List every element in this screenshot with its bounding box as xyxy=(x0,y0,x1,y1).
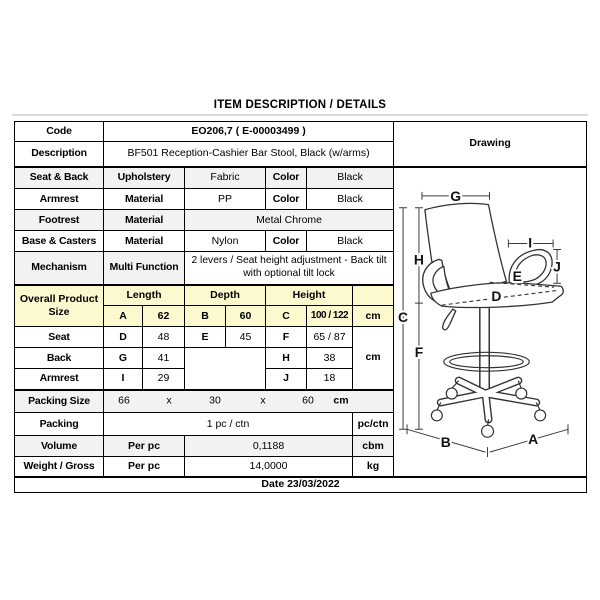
back-key-g: G xyxy=(104,348,143,369)
height-header: Height xyxy=(266,285,353,306)
title-underline xyxy=(12,114,588,116)
seat-value-f: 65 / 87 xyxy=(307,327,353,348)
packing-label: Packing xyxy=(15,413,104,436)
table-row xyxy=(15,477,587,493)
packing-size-value xyxy=(104,390,394,413)
overall-value-a: 62 xyxy=(143,306,185,327)
dim-label-G: G xyxy=(450,187,462,204)
back-key-h: H xyxy=(266,348,307,369)
armrest-key-i: I xyxy=(104,369,143,390)
packing-size-depth: 30 xyxy=(209,394,221,407)
overall-unit: cm xyxy=(353,306,394,327)
armrest-dim-label: Armrest xyxy=(15,369,104,390)
seat-dim-label: Seat xyxy=(15,327,104,348)
packing-size-unit: cm xyxy=(333,394,349,407)
seat-back-value: Fabric xyxy=(185,167,266,189)
dim-label-A: A xyxy=(528,430,539,447)
base-casters-label: Base & Casters xyxy=(15,231,104,252)
volume-value: 0,1188 xyxy=(185,436,353,457)
dim-line-H-F xyxy=(415,207,423,429)
back-value-g: 41 xyxy=(143,348,185,369)
armrest-color-label: Color xyxy=(266,189,307,210)
base-casters-color-label: Color xyxy=(266,231,307,252)
table-row xyxy=(15,122,587,142)
overall-value-b: 60 xyxy=(226,306,266,327)
base-casters-attr: Material xyxy=(104,231,185,252)
dim-label-I: I xyxy=(528,233,533,250)
mechanism-label: Mechanism xyxy=(15,252,104,285)
weight-unit: kg xyxy=(353,457,394,477)
seat-back-color-label: Color xyxy=(266,167,307,189)
length-header: Length xyxy=(104,285,185,306)
packing-size-x2: x xyxy=(260,394,266,407)
body-dims-unit: cm xyxy=(353,327,394,390)
back-value-h: 38 xyxy=(307,348,353,369)
empty-cell xyxy=(353,285,394,306)
dim-label-C: C xyxy=(398,308,409,325)
packing-size-x1: x xyxy=(166,394,172,407)
date-stamp: Date 23/03/2022 xyxy=(15,477,587,493)
depth-header: Depth xyxy=(185,285,266,306)
code-label: Code xyxy=(15,122,104,142)
weight-label: Weight / Gross xyxy=(15,457,104,477)
armrest-value-j: 18 xyxy=(307,369,353,390)
weight-basis: Per pc xyxy=(104,457,185,477)
dimensions-title: Overall Product Size xyxy=(15,285,104,327)
overall-key-c: C xyxy=(266,306,307,327)
packing-size-height: 60 xyxy=(302,394,314,407)
volume-unit: cbm xyxy=(353,436,394,457)
chair-outline xyxy=(423,203,564,329)
overall-key-a: A xyxy=(104,306,143,327)
seat-key-d: D xyxy=(104,327,143,348)
armrest-label: Armrest xyxy=(15,189,104,210)
footrest-attr: Material xyxy=(104,210,185,231)
overall-value-c: 100 / 122 xyxy=(307,306,353,327)
footrest-label: Footrest xyxy=(15,210,104,231)
seat-key-e: E xyxy=(185,327,226,348)
page-title: ITEM DESCRIPTION / DETAILS xyxy=(213,99,387,111)
seat-value-e: 45 xyxy=(226,327,266,348)
dim-label-E: E xyxy=(512,267,523,284)
seat-back-attr: Upholstery xyxy=(104,167,185,189)
base-casters-value: Nylon xyxy=(185,231,266,252)
item-details-table xyxy=(14,121,587,493)
weight-value: 14,0000 xyxy=(185,457,353,477)
chair-lever xyxy=(443,309,456,330)
dim-label-H: H xyxy=(414,250,425,267)
dim-label-F: F xyxy=(414,343,424,360)
overall-key-b: B xyxy=(185,306,226,327)
mechanism-attr: Multi Function xyxy=(104,252,185,285)
empty-cell xyxy=(185,348,266,390)
volume-basis: Per pc xyxy=(104,436,185,457)
drawing-header: Drawing xyxy=(394,122,587,167)
seat-key-f: F xyxy=(266,327,307,348)
back-dim-label: Back xyxy=(15,348,104,369)
armrest-key-j: J xyxy=(266,369,307,390)
footrest-value: Metal Chrome xyxy=(185,210,394,231)
base-casters-color-value: Black xyxy=(307,231,394,252)
packing-size-label: Packing Size xyxy=(15,390,104,413)
armrest-attr: Material xyxy=(104,189,185,210)
armrest-color-value: Black xyxy=(307,189,394,210)
armrest-value: PP xyxy=(185,189,266,210)
seat-back-color-value: Black xyxy=(307,167,394,189)
seat-value-d: 48 xyxy=(143,327,185,348)
chair-drawing xyxy=(394,168,586,476)
dim-label-J: J xyxy=(553,257,562,274)
volume-label: Volume xyxy=(15,436,104,457)
packing-value: 1 pc / ctn xyxy=(104,413,353,436)
code-value: EO206,7 ( E-00003499 ) xyxy=(104,122,394,142)
drawing-area xyxy=(394,167,587,477)
packing-unit: pc/ctn xyxy=(353,413,394,436)
table-row xyxy=(15,167,587,189)
armrest-value-i: 29 xyxy=(143,369,185,390)
dim-label-B: B xyxy=(440,433,451,450)
dim-label-D: D xyxy=(491,287,502,304)
seat-back-label: Seat & Back xyxy=(15,167,104,189)
description-value: BF501 Reception-Cashier Bar Stool, Black (w/arms) xyxy=(104,142,394,167)
mechanism-value: 2 levers / Seat height adjustment - Back tilt with optional tilt lock xyxy=(185,252,394,285)
description-label: Description xyxy=(15,142,104,167)
packing-size-length: 66 xyxy=(118,394,130,407)
